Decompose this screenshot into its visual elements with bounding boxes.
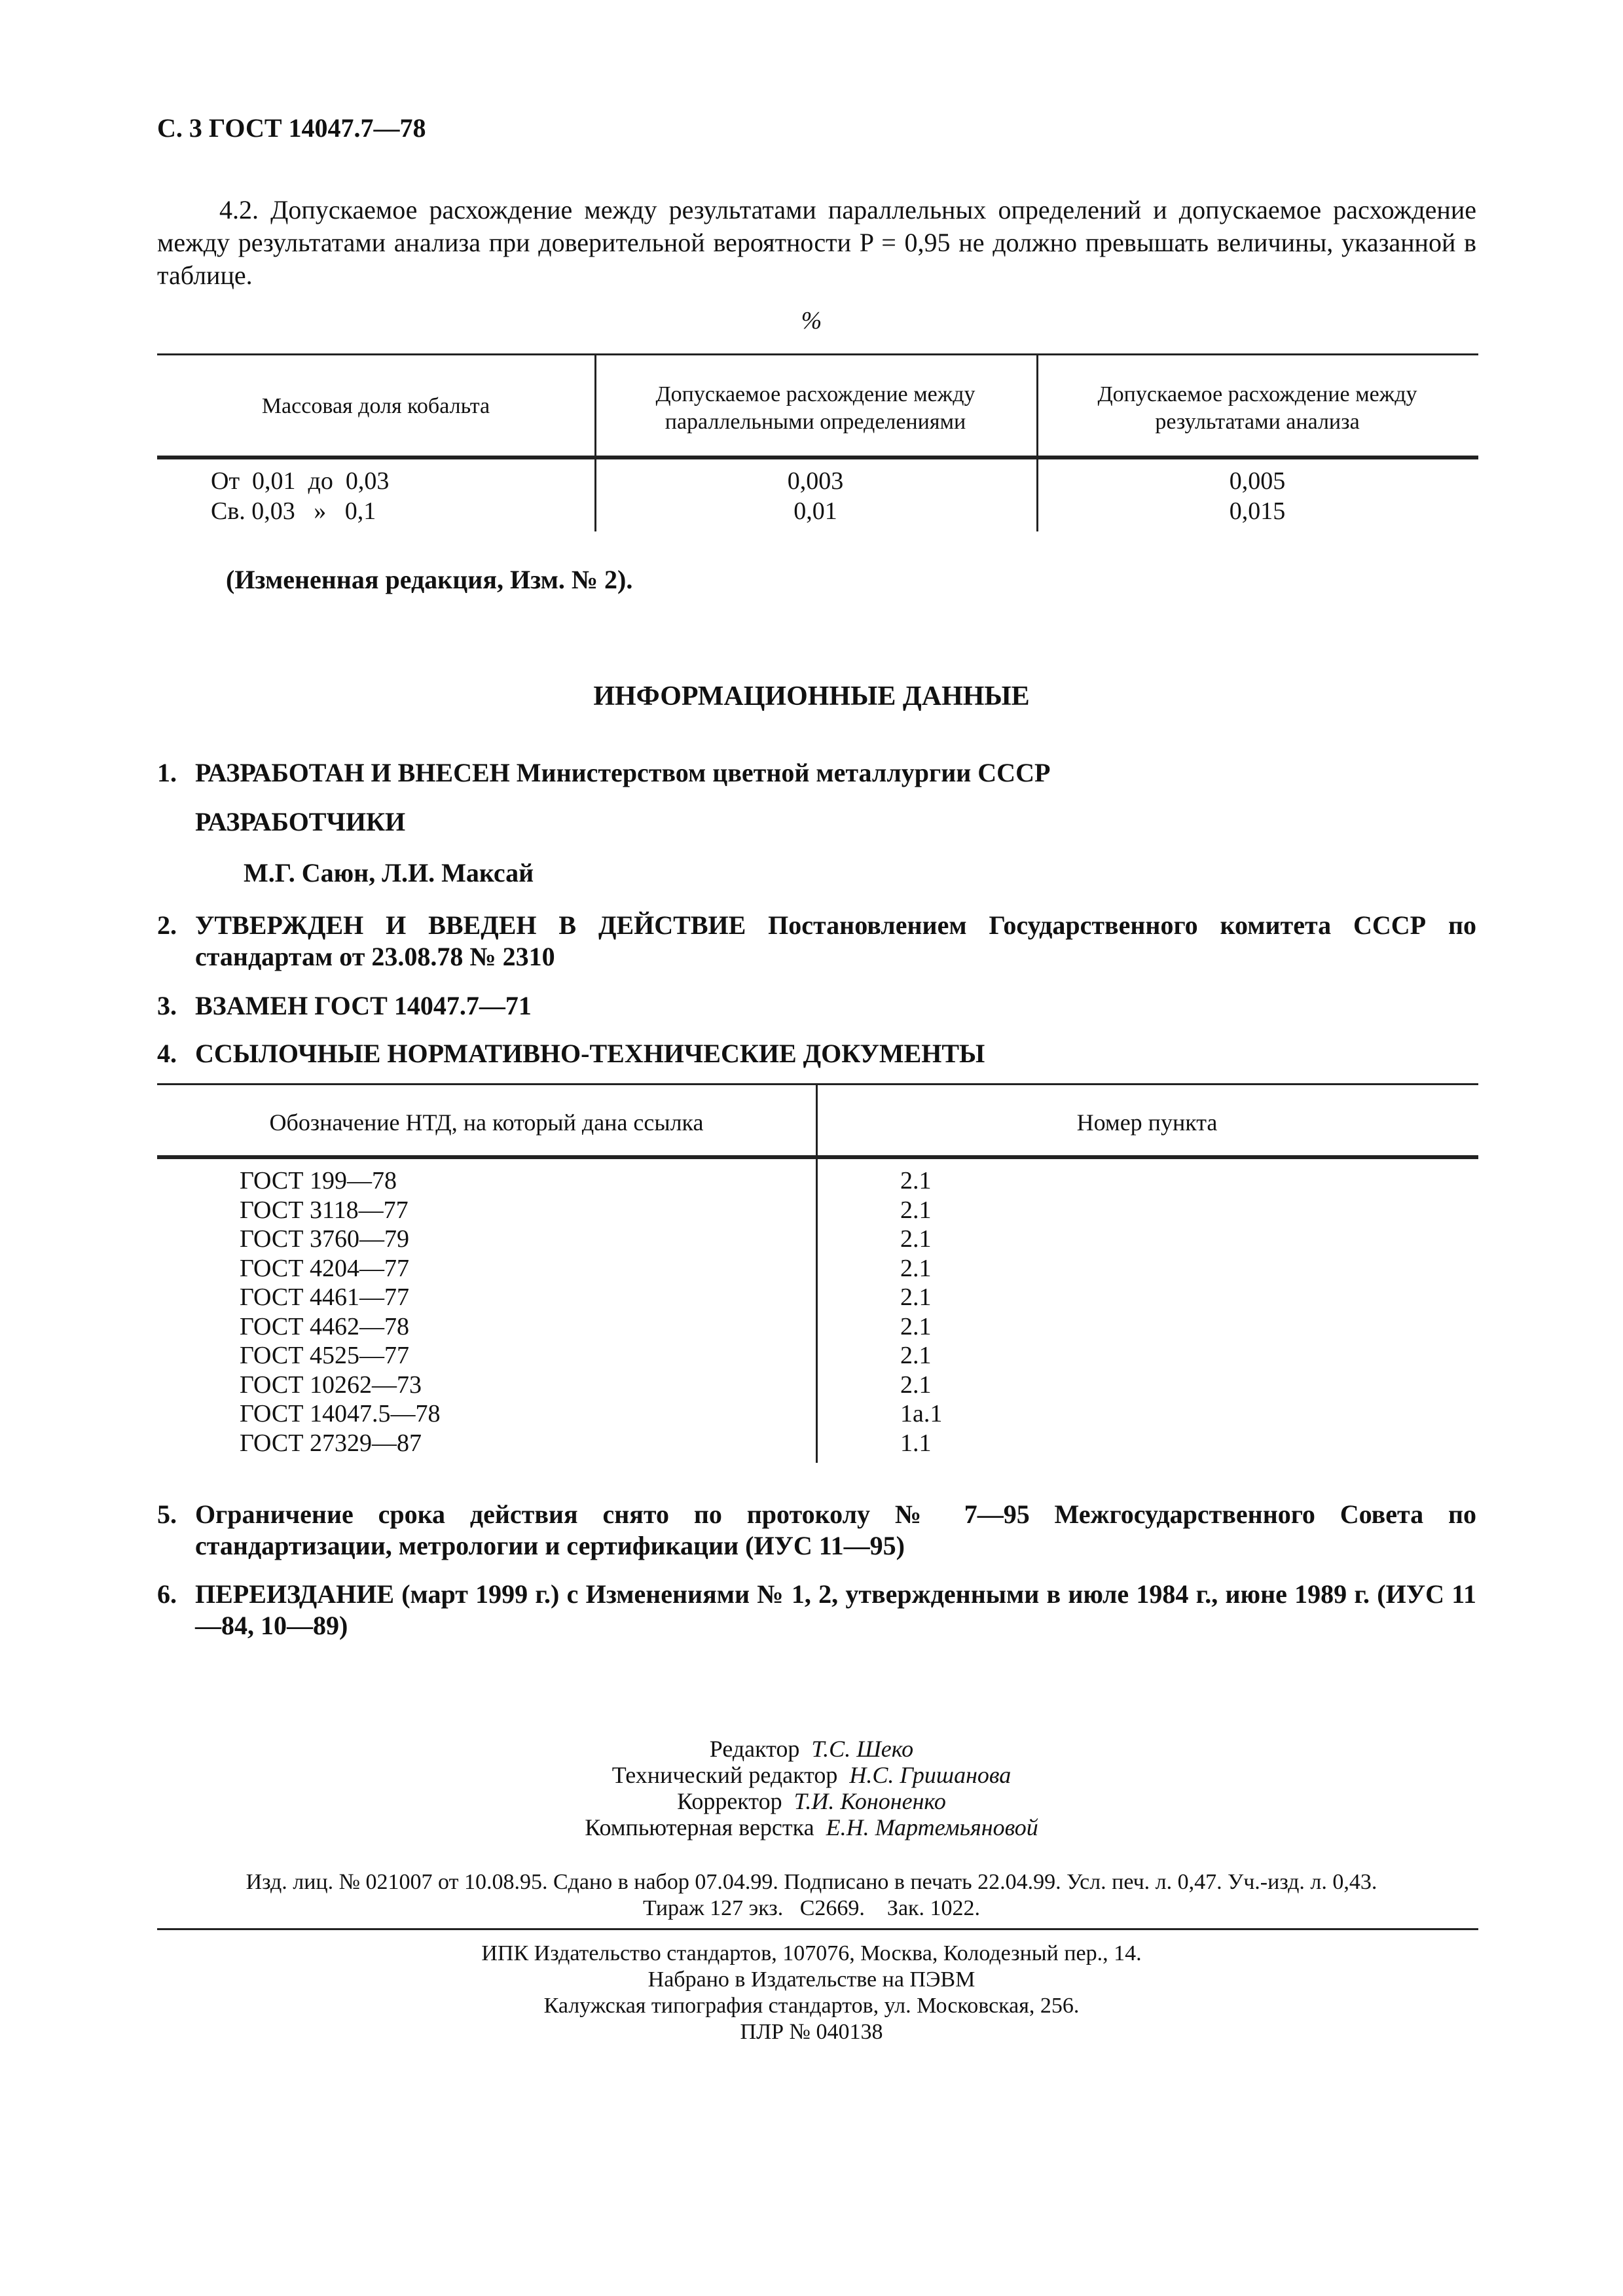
table2-header-cell: Номер пункта	[1076, 1109, 1218, 1136]
printer-info	[0, 1941, 1623, 2045]
credit-line	[0, 1788, 1623, 1814]
table1-unit: %	[801, 307, 822, 334]
table2-clause: 1.1	[900, 1429, 932, 1457]
credit-role: Корректор	[677, 1788, 782, 1814]
table2-doc: ГОСТ 4525—77	[240, 1342, 409, 1369]
table2-clause-column	[900, 1166, 942, 1458]
info-section-title: ИНФОРМАЦИОННЫЕ ДАННЫЕ	[593, 681, 1030, 711]
table2-top-border	[157, 1083, 1478, 1085]
pubinfo-line: Изд. лиц. № 021007 от 10.08.95. Сдано в набор 07.04.99. Подписано в печать 22.04.99. Усл. печ. л. 0,47. Уч.-изд. л. 0,43.	[246, 1870, 1377, 1894]
credit-name: Н.С. Гришанова	[849, 1762, 1012, 1788]
page-header: С. 3 ГОСТ 14047.7—78	[157, 113, 426, 143]
footer-rule	[157, 1928, 1478, 1930]
printer-line: ПЛР № 040138	[740, 2020, 883, 2044]
item-text: ССЫЛОЧНЫЕ НОРМАТИВНО-ТЕХНИЧЕСКИЕ ДОКУМЕНТЫ	[195, 1039, 985, 1068]
table1-cell: Св. 0,03 » 0,1	[211, 497, 376, 525]
developers-label: РАЗРАБОТЧИКИ	[195, 807, 406, 836]
pubinfo-line: Тираж 127 экз. С2669. Зак. 1022.	[642, 1896, 981, 1920]
credit-name: Т.С. Шеко	[811, 1736, 914, 1762]
table1-header-cell: Допускаемое расхождение между результатами анализа	[1097, 382, 1417, 434]
table2-doc: ГОСТ 10262—73	[240, 1371, 422, 1399]
credit-role: Редактор	[709, 1736, 800, 1762]
credit-line	[0, 1814, 1623, 1840]
table2-doc: ГОСТ 4204—77	[240, 1254, 409, 1282]
credit-name: Е.Н. Мартемьяновой	[826, 1814, 1038, 1840]
table2-clause: 2.1	[900, 1254, 932, 1282]
info-item-4	[157, 1038, 1476, 1069]
info-item-3	[157, 990, 1476, 1022]
credits-block	[0, 1736, 1623, 1840]
table2-clause: 2.1	[900, 1283, 932, 1311]
printer-line: ИПК Издательство стандартов, 107076, Москва, Колодезный пер., 14.	[481, 1941, 1142, 1965]
item-text: Ограничение срока действия снято по протоколу № 7—95 Межгосударственного Совета по стандартизации, метрологии и сертификации (ИУС 11—95)	[195, 1499, 1476, 1560]
item-number: 5.	[157, 1499, 177, 1529]
info-item-5	[157, 1499, 1476, 1562]
table1-cell: От 0,01 до 0,03	[211, 467, 390, 495]
item-number: 2.	[157, 910, 177, 940]
table2-header-border	[157, 1155, 1478, 1159]
item-number: 6.	[157, 1579, 177, 1609]
publication-info	[0, 1869, 1623, 1922]
table1-cell: 0,01	[793, 497, 837, 525]
table2-clause: 2.1	[900, 1167, 932, 1194]
printer-line: Набрано в Издательстве на ПЭВМ	[647, 1967, 976, 1992]
table2-clause: 2.1	[900, 1225, 932, 1253]
table2-clause: 2.1	[900, 1196, 932, 1224]
item-number: 4.	[157, 1039, 177, 1068]
amendment-note: (Измененная редакция, Изм. № 2).	[226, 565, 633, 594]
table2-clause: 2.1	[900, 1371, 932, 1399]
table2-doc: ГОСТ 14047.5—78	[240, 1400, 441, 1427]
table1-top-border	[157, 353, 1478, 355]
table2-header-cell: Обозначение НТД, на который дана ссылка	[269, 1109, 704, 1136]
credit-line	[0, 1762, 1623, 1788]
item-text: ПЕРЕИЗДАНИЕ (март 1999 г.) с Изменениями № 1, 2, утвержденными в июле 1984 г., июне 1989 г. (ИУС 11—84, 10—89)	[195, 1579, 1476, 1640]
table1-cell: 0,003	[787, 467, 844, 495]
table1-header-cell: Массовая доля кобальта	[261, 394, 490, 418]
credit-role: Компьютерная верстка	[585, 1814, 814, 1840]
table2-doc-column	[240, 1166, 441, 1458]
table2-doc: ГОСТ 27329—87	[240, 1429, 422, 1457]
developers-names: М.Г. Саюн, Л.И. Максай	[244, 858, 534, 888]
table1-header-cell: Допускаемое расхождение между параллельными определениями	[655, 382, 976, 434]
credit-name: Т.И. Кононенко	[793, 1788, 946, 1814]
table1-header-border	[157, 456, 1478, 459]
info-item-2	[157, 910, 1476, 973]
item-text: РАЗРАБОТАН И ВНЕСЕН Министерством цветной металлургии СССР	[195, 758, 1051, 787]
item-number: 1.	[157, 758, 177, 787]
item-text: ВЗАМЕН ГОСТ 14047.7—71	[195, 991, 532, 1020]
item-text: УТВЕРЖДЕН И ВВЕДЕН В ДЕЙСТВИЕ Постановлением Государственного комитета СССР по стандартам от 23.08.78 № 2310	[195, 910, 1476, 971]
table2-clause: 1а.1	[900, 1400, 943, 1427]
info-item-6	[157, 1579, 1476, 1641]
printer-line: Калужская типография стандартов, ул. Московская, 256.	[543, 1994, 1080, 2018]
table2-doc: ГОСТ 4462—78	[240, 1312, 409, 1340]
table1-cell: 0,015	[1229, 497, 1286, 525]
credit-line	[0, 1736, 1623, 1762]
item-number: 3.	[157, 991, 177, 1020]
table1-cell: 0,005	[1229, 467, 1286, 495]
table2-col-divider	[816, 1083, 818, 1463]
table2-doc: ГОСТ 3760—79	[240, 1225, 409, 1253]
table2-clause: 2.1	[900, 1312, 932, 1340]
table2-doc: ГОСТ 4461—77	[240, 1283, 409, 1311]
info-item-1	[157, 757, 1476, 789]
credit-role: Технический редактор	[611, 1762, 838, 1788]
table2-doc: ГОСТ 3118—77	[240, 1196, 409, 1224]
table2-clause: 2.1	[900, 1342, 932, 1369]
table2-doc: ГОСТ 199—78	[240, 1167, 397, 1194]
paragraph-4-2: 4.2. Допускаемое расхождение между результатами параллельных определений и допускаемое расхождение между результатами анализа при доверительной вероятности P = 0,95 не должно превышать величины, указанной в таблице.	[157, 195, 1476, 290]
